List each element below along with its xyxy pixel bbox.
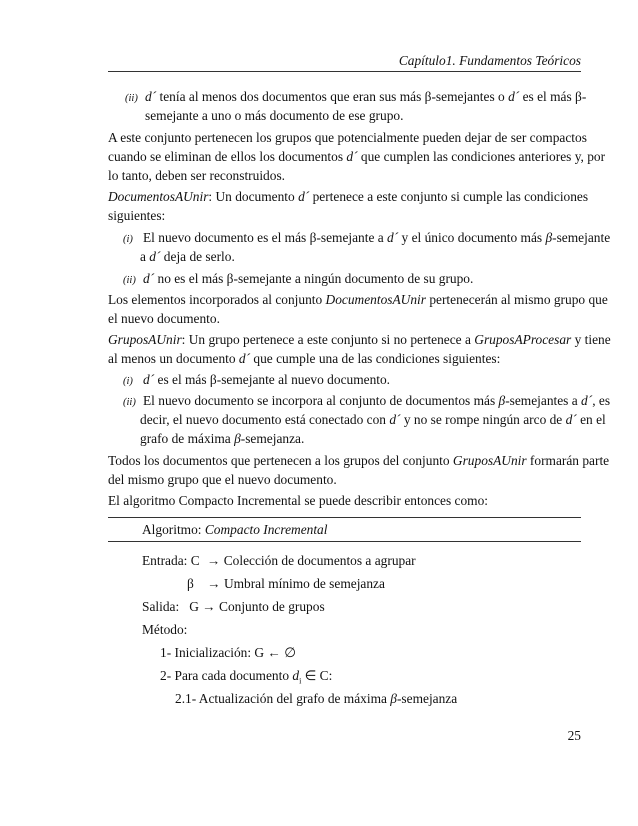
text-span: deja de serlo. (160, 249, 235, 264)
var-d: d´ (581, 393, 593, 408)
text-span: pertenece a este conjunto si cumple las condiciones (309, 189, 589, 204)
text-line (125, 87, 587, 108)
step-2-text: 2- Para cada documento (160, 668, 293, 683)
var-d: d´ (145, 89, 157, 104)
algorithm-step-2-1 (175, 689, 457, 708)
beta: β (390, 691, 397, 706)
text-line (108, 187, 589, 206)
text-line (108, 290, 608, 309)
text-span: grafo de máxima (140, 431, 235, 446)
term: GruposAUnir (108, 332, 182, 347)
var-d: d´ (389, 412, 401, 427)
text-span: -semejanza. (240, 431, 305, 446)
subscript-i: i (299, 676, 302, 686)
beta: β (498, 393, 506, 408)
text-line (145, 106, 581, 125)
text-line (108, 309, 581, 328)
arrow-icon: → (207, 553, 221, 568)
algorithm-step-1 (160, 643, 296, 662)
var-d: d (292, 668, 300, 683)
text-span: semejante a uno o más documento de ese grupo. (145, 108, 404, 123)
algorithm-salida (142, 597, 325, 616)
arrow-icon: → (202, 599, 216, 614)
list-number: (ii) (123, 275, 136, 286)
text-line (140, 247, 581, 266)
beta-value: Umbral mínimo de semejanza (223, 576, 385, 591)
list-number: (ii) (123, 397, 136, 408)
text-span: al menos un documento (108, 351, 239, 366)
var-d: d´ (143, 372, 155, 387)
text-span: : Un documento (208, 189, 299, 204)
salida-value: Conjunto de grupos (219, 599, 325, 614)
text-span: y tiene (571, 332, 611, 347)
algorithm-beta (187, 574, 385, 593)
text-line (108, 330, 611, 349)
text-span: decir, el nuevo documento está conectado con (140, 412, 390, 427)
beta: β (545, 230, 553, 245)
text-span: cuando se eliminan de ellos los documentos (108, 149, 347, 164)
algorithm-top-rule (108, 517, 581, 518)
text-span: El nuevo documento es el más β-semejante a (143, 230, 388, 245)
text-line (108, 147, 606, 166)
text-line (123, 228, 611, 249)
header-rule (108, 71, 581, 72)
text-line (140, 429, 581, 448)
text-line (123, 391, 611, 412)
text-span: Los elementos incorporados al conjunto (108, 292, 326, 307)
text-span: del mismo grupo que el nuevo documento. (108, 472, 337, 487)
step-2-1-text: 2.1- Actualización del grafo de máxima (175, 691, 391, 706)
var-d: d´ (387, 230, 399, 245)
var-d: d´ (565, 412, 577, 427)
text-span: lo tanto, deben ser reconstruidos. (108, 168, 286, 183)
step-2-tail: ∈ C: (301, 668, 333, 683)
text-span: no es el más β-semejante a ningún documento de su grupo. (154, 271, 474, 286)
algorithm-name: Compacto Incremental (204, 522, 328, 537)
text-span: que cumple una de las condiciones siguientes: (250, 351, 501, 366)
text-span: es el más β-semejante al nuevo documento. (154, 372, 391, 387)
text-line (108, 470, 581, 489)
text-span: El algoritmo Compacto Incremental se puede describir entonces como: (108, 493, 489, 508)
text-span: : Un grupo pertenece a este conjunto si no pertenece a (181, 332, 475, 347)
algorithm-entrada (142, 551, 416, 570)
text-span: formarán parte (526, 453, 610, 468)
list-number: (i) (123, 376, 133, 387)
text-line (108, 491, 581, 510)
entrada-label: Entrada: C (142, 553, 200, 568)
list-number: (i) (123, 234, 133, 245)
text-span: el nuevo documento. (108, 311, 220, 326)
text-span: A este conjunto pertenecen los grupos que potencialmente pueden dejar de ser compactos (108, 130, 587, 145)
text-span: tenía al menos dos documentos que eran sus más β-semejantes o (156, 89, 509, 104)
text-span: que cumplen las condiciones anteriores y, por (357, 149, 606, 164)
text-span: es el más β- (519, 89, 587, 104)
term: DocumentosAUnir (325, 292, 426, 307)
algorithm-metodo (142, 620, 187, 639)
term: GruposAUnir (452, 453, 527, 468)
salida-label: Salida: G (142, 599, 199, 614)
text-span: a (140, 249, 150, 264)
algorithm-label: Algoritmo: (142, 522, 205, 537)
text-span: y no se rompe ningún arco de (400, 412, 566, 427)
text-line (108, 166, 581, 185)
term: GruposAProcesar (474, 332, 572, 347)
var-d: d´ (346, 149, 358, 164)
text-line (108, 206, 581, 225)
text-line (123, 370, 581, 391)
text-line (140, 410, 606, 429)
text-span: Todos los documentos que pertenecen a los grupos del conjunto (108, 453, 453, 468)
text-line (108, 451, 610, 470)
var-d: d´ (149, 249, 161, 264)
term: DocumentosAUnir (108, 189, 209, 204)
text-span: siguientes: (108, 208, 166, 223)
algorithm-step-2 (160, 666, 332, 691)
text-span: , es (592, 393, 611, 408)
algorithm-mid-rule (108, 541, 581, 542)
beta: β (234, 431, 241, 446)
entrada-value: Colección de documentos a agrupar (223, 553, 416, 568)
step-1-text: 1- Inicialización: G ← ∅ (160, 645, 296, 660)
var-d: d´ (143, 271, 155, 286)
text-span: -semejantes a (505, 393, 582, 408)
page-number: 25 (567, 728, 581, 743)
text-span: El nuevo documento se incorpora al conjunto de documentos más (143, 393, 499, 408)
beta-symbol: β (187, 576, 194, 591)
text-span: y el único documento más (398, 230, 546, 245)
text-span: en el (576, 412, 606, 427)
algorithm-title (142, 520, 327, 539)
list-number: (ii) (125, 93, 138, 104)
text-line (108, 349, 581, 368)
var-d: d´ (238, 351, 251, 366)
text-span: pertenecerán al mismo grupo que (425, 292, 608, 307)
text-span: -semejante (552, 230, 611, 245)
text-line (108, 128, 587, 147)
var-d: d´ (298, 189, 310, 204)
var-d: d´ (508, 89, 520, 104)
step-2-1-tail: -semejanza (396, 691, 458, 706)
running-header: Capítulo1. Fundamentos Teóricos (398, 53, 581, 68)
arrow-icon: → (207, 576, 221, 591)
text-line (123, 269, 581, 290)
metodo-label: Método: (142, 622, 188, 637)
